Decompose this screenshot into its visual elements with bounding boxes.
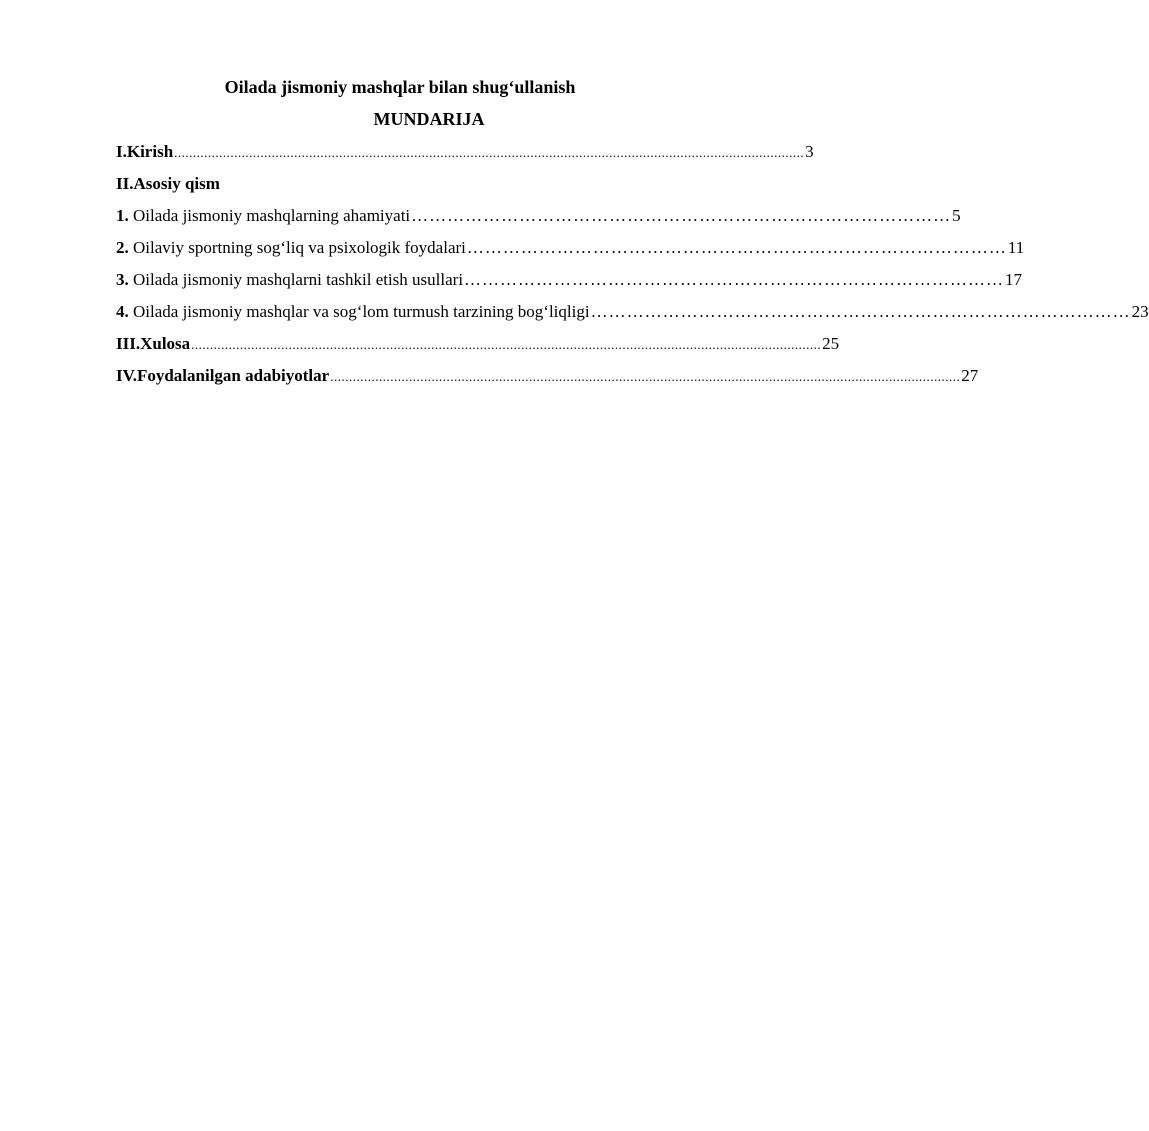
toc-entry-page: 5 bbox=[952, 206, 961, 225]
toc-leader-dots: ........................................................................................................................................................................ bbox=[174, 145, 805, 160]
toc-entry-page: 23 bbox=[1131, 302, 1149, 321]
toc-entry-page: 27 bbox=[961, 366, 979, 385]
toc-leader-dots: ……………………………………………………………………………… bbox=[466, 238, 1007, 257]
document-title: Oilada jismoniy mashqlar bilan shug‘ullanish bbox=[224, 77, 576, 97]
toc-entry-label bbox=[116, 204, 410, 228]
toc-leader-dots: ……………………………………………………………………………… bbox=[590, 302, 1131, 321]
toc-entry-text: Oilaviy sportning sog‘liq va psixologik foydalari bbox=[133, 238, 466, 257]
toc-entry-page: 3 bbox=[805, 142, 814, 161]
table-of-contents bbox=[116, 140, 1149, 396]
toc-entry-label: I.Kirish bbox=[116, 142, 174, 161]
toc-entry-number: 2. bbox=[116, 238, 129, 257]
toc-heading: MUNDARIJA bbox=[373, 109, 485, 129]
toc-entry-number: 3. bbox=[116, 270, 129, 289]
toc-entry-label: III.Xulosa bbox=[116, 334, 191, 353]
toc-entry-chapter-2[interactable] bbox=[116, 236, 1025, 268]
toc-leader-dots: ........................................................................................................................................................................ bbox=[330, 369, 961, 384]
toc-entry-chapter-1[interactable] bbox=[116, 204, 961, 236]
toc-entry-label: II.Asosiy qism bbox=[116, 174, 220, 193]
toc-entry-text: Oilada jismoniy mashqlar va sog‘lom turmush tarzining bog‘liqligi bbox=[133, 302, 590, 321]
toc-leader-dots: ……………………………………………………………………………… bbox=[464, 270, 1005, 289]
toc-entry-number: 1. bbox=[116, 206, 129, 225]
toc-entry-label: IV.Foydalanilgan adabiyotlar bbox=[116, 366, 330, 385]
toc-entry-main-part[interactable] bbox=[116, 172, 742, 204]
toc-entry-introduction[interactable] bbox=[116, 140, 814, 172]
toc-entry-label bbox=[116, 300, 590, 324]
toc-entry-label bbox=[116, 236, 466, 260]
toc-entry-chapter-3[interactable] bbox=[116, 268, 1023, 300]
toc-entry-text: Oilada jismoniy mashqlarni tashkil etish usullari bbox=[133, 270, 464, 289]
toc-leader-dots: ........................................................................................................................................................................ bbox=[191, 337, 822, 352]
toc-entry-page: 17 bbox=[1005, 270, 1023, 289]
toc-entry-page: 11 bbox=[1007, 238, 1025, 257]
toc-entry-chapter-4[interactable] bbox=[116, 300, 1149, 332]
toc-entry-number: 4. bbox=[116, 302, 129, 321]
toc-entry-references[interactable] bbox=[116, 364, 979, 396]
toc-entry-label bbox=[116, 268, 463, 292]
toc-entry-conclusion[interactable] bbox=[116, 332, 840, 364]
toc-entry-page: 25 bbox=[822, 334, 840, 353]
toc-leader-dots: ……………………………………………………………………………… bbox=[411, 206, 952, 225]
toc-entry-text: Oilada jismoniy mashqlarning ahamiyati bbox=[133, 206, 411, 225]
